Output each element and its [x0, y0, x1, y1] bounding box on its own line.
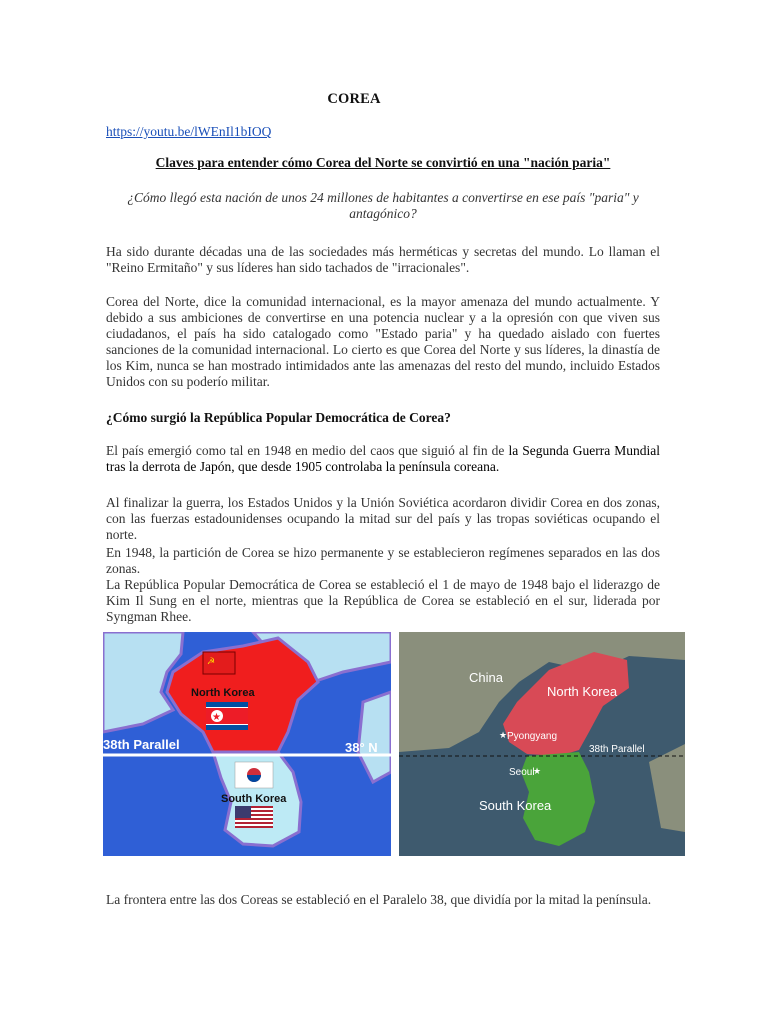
map-left-svg	[103, 632, 391, 856]
paragraph-hermit-kingdom: Ha sido durante décadas una de las sociedades más herméticas y secretas del mundo. Lo llaman el "Reino Ermitaño" y sus líderes han sido tachados de "irracionales".	[106, 244, 660, 275]
paragraph-38th-parallel: La frontera entre las dos Coreas se estableció en el Paralelo 38, que dividía por la mitad la península.	[106, 892, 652, 907]
south-korea-label: South Korea	[221, 793, 287, 805]
north-korea-label: North Korea	[191, 687, 255, 699]
pyongyang-star-icon: ★	[499, 730, 508, 740]
article-subheadline: ¿Cómo llegó esta nación de unos 24 millones de habitantes a convertirse en ese país "paria" y antagónico?	[127, 190, 639, 221]
svg-text:★: ★	[212, 712, 221, 723]
paragraph-partition: En 1948, la partición de Corea se hizo permanente y se establecieron regímenes separados en las dos zonas.	[106, 545, 660, 576]
us-flag-icon	[235, 806, 273, 828]
north-korea-label: North Korea	[547, 684, 618, 699]
parallel-label: 38th Parallel	[589, 744, 645, 755]
seoul-star-icon: ★	[533, 766, 542, 776]
document-title: COREA	[327, 91, 381, 107]
parallel-label: 38th Parallel	[103, 737, 180, 752]
paragraph-division: Al finalizar la guerra, los Estados Unidos y la Unión Soviética acordaron dividir Corea en dos zonas, con las fuerzas estadounidenses ocupando la mitad sur del país y las tropas soviéticas ocupando el norte.	[106, 495, 660, 542]
korea-division-map-left	[103, 632, 391, 856]
paragraph-establishment: La República Popular Democrática de Corea se estableció el 1 de mayo de 1948 bajo el liderazgo de Kim Il Sung en el norte, mientras que la República de Corea se estableció en el sur, liderada por Syngman Rhee.	[106, 577, 660, 624]
south-korea-label: South Korea	[479, 798, 552, 813]
map-right-svg	[399, 632, 685, 856]
seoul-label: Seoul	[509, 767, 535, 778]
paragraph-origin-end: la Segunda Guerra Mundial tras la derrota de Japón, que desde 1905 controlaba la península coreana.	[106, 443, 660, 474]
china-label: China	[469, 670, 503, 685]
paragraph-origin	[106, 443, 660, 475]
section-heading: ¿Cómo surgió la República Popular Democrática de Corea?	[106, 410, 451, 425]
pyongyang-label: Pyongyang	[507, 731, 558, 742]
degree-label: 38° N	[345, 740, 378, 755]
article-headline: Claves para entender cómo Corea del Norte se convirtió en una "nación paria"	[155, 155, 611, 170]
svg-text:☭: ☭	[207, 656, 216, 666]
paragraph-international-threat: Corea del Norte, dice la comunidad internacional, es la mayor amenaza del mundo actualmente. Y debido a sus ambiciones de convertirse en una potencia nuclear y a la opresión con que viven sus ciudadanos, el país ha sido catalogado como "Estado paria" y ha quedado aislado con fuertes sanciones de la comunidad internacional. Lo cierto es que Corea del Norte y sus líderes, la dinastía de los Kim, nunca se han mostrado intimidados ante las amenazas del resto del mundo, incluido Estados Unidos con su poderío militar.	[106, 294, 660, 389]
korea-division-map-right	[399, 632, 685, 856]
paragraph-origin-start: El país emergió como tal en 1948 en medio del caos que siguió al fin de	[106, 443, 509, 458]
video-link[interactable]: https://youtu.be/lWEnIl1bIOQ	[106, 124, 272, 139]
